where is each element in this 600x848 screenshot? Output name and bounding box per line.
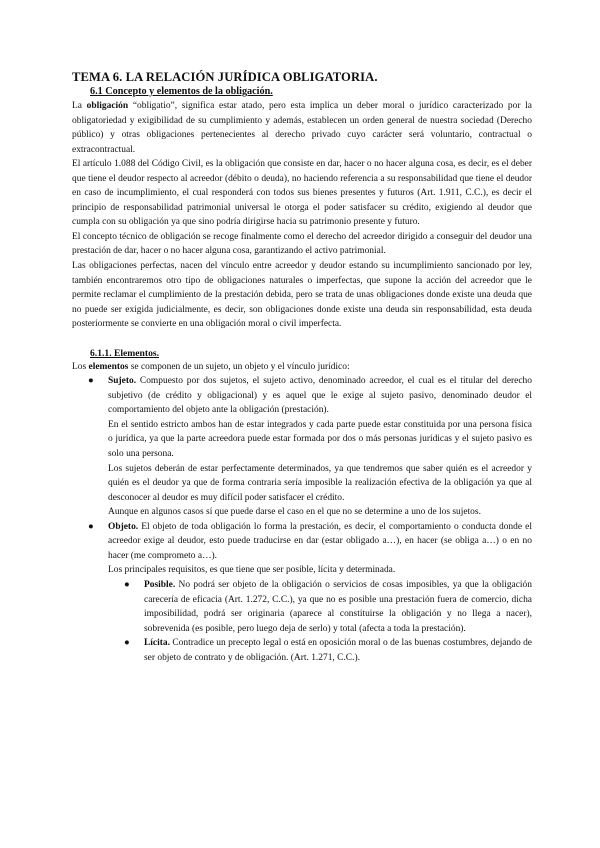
elements-list: [72, 374, 532, 665]
section-heading: 6.1 Concepto y elementos de la obligación.: [90, 86, 273, 97]
document-page: [72, 70, 532, 665]
list-item-posible: ● Posible. No podrá ser objeto de la obligación o servicios de cosas imposibles, ya que la obligación carecería de eficacia (Art. 1.272, C.C.), ya que no es posible una prestación fuera de comercio, dicha imposibilidad, podrá ser originaria (aparece al constituirse la obligación y no llega a nacer), sobrevenida (es posible, pero luego deja de serlo) y total (afecta a toda la prestación).: [124, 579, 532, 634]
list-item-licita: ● Lícita. Contradice un precepto legal o está en oposición moral o de las buenas costumbres, dejando de ser objeto de contrato y de obligación. (Art. 1.271, C.C.).: [124, 638, 532, 663]
page-title: TEMA 6. LA RELACIÓN JURÍDICA OBLIGATORIA.: [72, 70, 378, 84]
paragraph-concepto-tecnico: El concepto técnico de obligación se recoge finalmente como el derecho del acreedor dirigido a conseguir del deudor una prestación de dar, hacer o no hacer alguna cosa, garantizando el activo patrimonial.: [72, 231, 532, 257]
paragraph-obligaciones-perfectas: Las obligaciones perfectas, nacen del vínculo entre acreedor y deudor estando su incumplimiento sancionado por ley, también encontraremos otro tipo de obligaciones naturales o imperfectas, que supone la acción del acreedor que le permite reclamar el cumplimiento de la prestación debida, pero se trata de unas obligaciones donde existe una deuda que no puede ser exigida judicialmente, es decir, son obligaciones donde existe una deuda sin responsabilidad, esta deuda posteriormente se convierte en una obligación moral o civil imperfecta.: [72, 261, 532, 330]
bullet-icon: ●: [88, 521, 94, 532]
paragraph-obligacion: La obligación “obligatio”, significa estar atado, pero esta implica un deber moral o jurídico caracterizado por la obligatoriedad y exigibilidad de su cumplimiento y además, establecen un orden general de nuestra sociedad (Derecho público) y otras obligaciones pertenecientes al derecho privado cuyo carácter será voluntario, contractual o extracontractual.: [72, 101, 532, 155]
elements-intro: Los elementos se componen de un sujeto, un objeto y el vínculo jurídico:: [72, 361, 350, 372]
paragraph-articulo-1088: El artículo 1.088 del Código Civil, es la obligación que consiste en dar, hacer o no hacer alguna cosa, es decir, es el deber que tiene el deudor respecto al acreedor (débito o deuda), no haciendo referencia a su responsabilidad que tiene el deudor en caso de incumplimiento, el cual responderá con todos sus bienes presentes y futuros (Art. 1.911, C.C.), es decir el principio de responsabilidad patrimonial universal le otorga el poder satisfacer su crédito, exigiendo al deudor que cumpla con su obligación ya que sino podría dirigirse hacia su patrimonio presente y futuro.: [72, 159, 532, 228]
bullet-icon: ●: [124, 579, 130, 590]
subsection-heading: 6.1.1. Elementos.: [90, 347, 160, 359]
list-item-objeto: ● Objeto. El objeto de toda obligación lo forma la prestación, es decir, el comportamiento o conducta donde el acreedor exige al deudor, esto puede traducirse en dar (estar obligado a…), en hacer (se obliga a…) o en no hacer (me comprometo a…). Los principales requisitos, es que tiene que ser posible, lícita y determinada.: [88, 521, 532, 576]
list-item-sujeto: ● Sujeto. Compuesto por dos sujetos, el sujeto activo, denominado acreedor, el cual es el titular del derecho subjetivo (de crédito y obligacional) y es aquel que le exige al sujeto pasivo, denominado deudor el comportamiento del objeto ante la obligación (prestación). En el sentido estricto ambos han de estar integrados y cada parte puede estar constituida por una persona física o jurídica, ya que la parte acreedora puede estar formada por dos o más personas jurídicas y el sujeto pasivo es solo una persona. Los sujetos deberán de estar perfectamente determinados, ya que tendremos que saber quién es el acreedor y quién es el deudor ya que de forma contraria sería imposible la realización efectiva de la obligación ya que al desconocer al deudor es muy difícil poder satisfacer el crédito. Aunque en algunos casos sí que puede darse el caso en el que no se determine a uno de los sujetos.: [88, 376, 532, 518]
bullet-icon: ●: [124, 638, 130, 649]
bullet-icon: ●: [88, 376, 94, 387]
